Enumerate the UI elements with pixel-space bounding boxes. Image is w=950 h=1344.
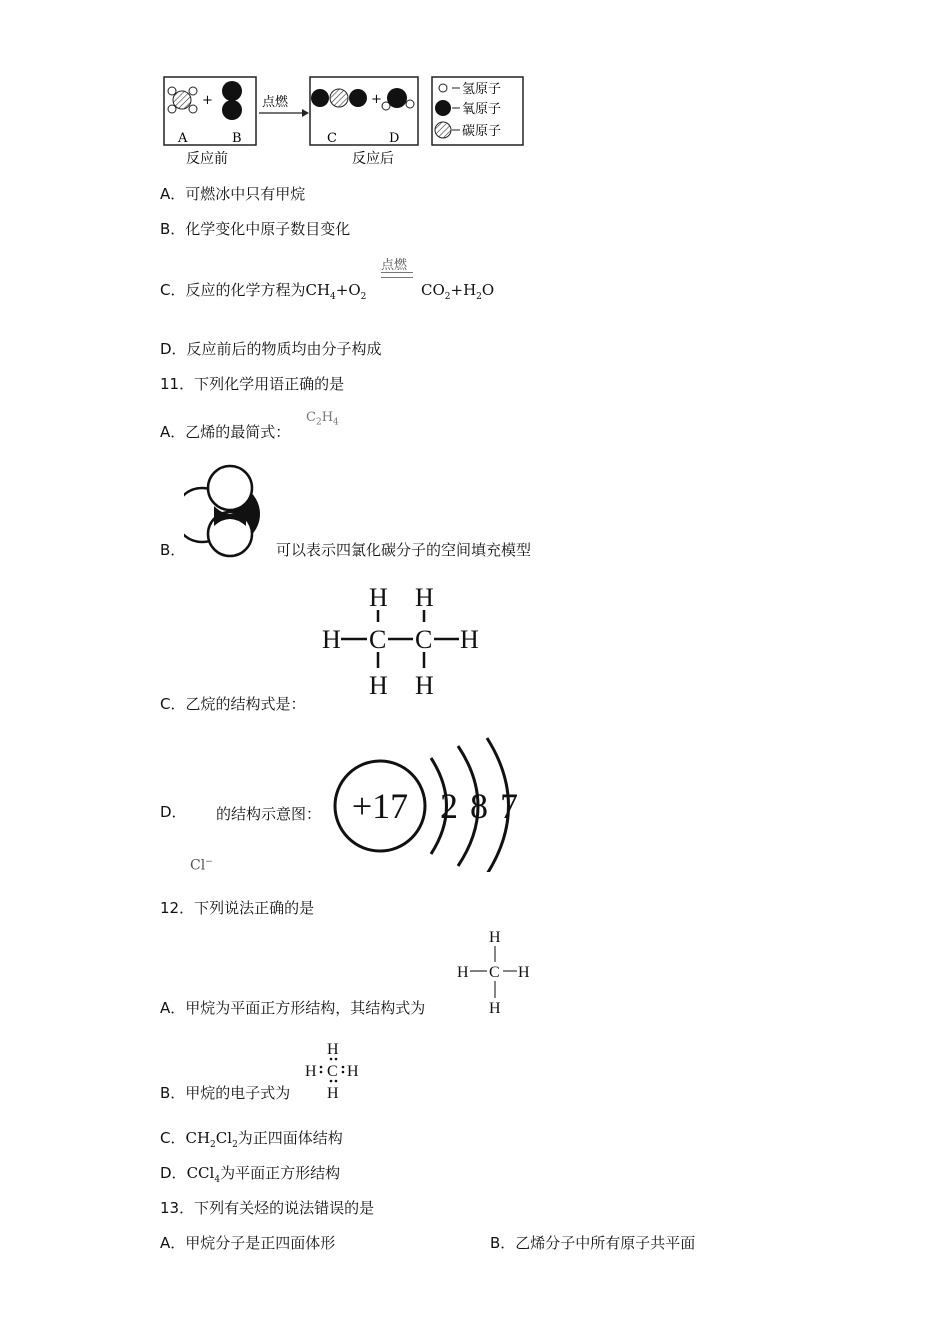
svg-text:H: H: [457, 964, 469, 981]
svg-text:H: H: [347, 1063, 359, 1080]
caption-before: 反应前: [186, 151, 228, 167]
svg-text:H: H: [518, 964, 530, 981]
q11-option-a: A．乙烯的最简式：: [160, 423, 291, 441]
q11-option-b-label: B．: [160, 541, 186, 559]
ethane-structural-formula: [320, 582, 490, 702]
q12-option-d-prefix: D．: [160, 1164, 187, 1182]
q12-option-d-text: 为平面正方形结构: [220, 1164, 341, 1182]
chloride-ion-symbol: Cl: [190, 857, 206, 874]
svg-text:H: H: [327, 1041, 339, 1058]
label-a: A: [178, 131, 188, 146]
chlorine-structure-diagram: [330, 736, 526, 872]
svg-text:H: H: [322, 625, 341, 654]
q10-option-a: A．可燃冰中只有甲烷: [160, 185, 306, 203]
plus-sign: +: [202, 93, 213, 108]
svg-text:C: C: [327, 1063, 338, 1080]
arrow-condition: 点燃: [262, 95, 289, 110]
q11-option-c: C．乙烷的结构式是：: [160, 695, 306, 713]
q13-option-b: B．乙烯分子中所有原子共平面: [490, 1234, 696, 1252]
q12-option-b: B．甲烷的电子式为: [160, 1084, 291, 1102]
svg-text:H: H: [305, 1063, 317, 1080]
q10-condition: 点燃: [381, 258, 408, 273]
chloride-ion-label: Cl−: [190, 857, 213, 874]
svg-text:H: H: [415, 583, 434, 612]
legend-carbon: 碳原子: [462, 124, 502, 139]
svg-text:C: C: [415, 625, 433, 654]
plus-sign-2: +: [371, 92, 382, 107]
reaction-diagram: [160, 70, 530, 170]
svg-text:H: H: [369, 671, 388, 700]
q11-stem: 11．下列化学用语正确的是: [160, 375, 345, 393]
q11-option-d-label: D．: [160, 803, 187, 821]
q12-option-c: C．$CH_2Cl_2$为正四面体结构: [160, 1129, 343, 1150]
q10-option-c: C．反应的化学方程为$CH_4+O_2$: [160, 281, 367, 302]
equation-equals: [381, 272, 413, 278]
svg-text:C: C: [369, 625, 387, 654]
methane-electron-formula: [302, 1040, 366, 1102]
shell-2: 8: [470, 786, 488, 826]
shell-3: 7: [500, 786, 518, 826]
q12-stem: 12．下列说法正确的是: [160, 899, 315, 917]
q12-option-c-text: 为正四面体结构: [237, 1129, 343, 1147]
oxygen-molecule: [222, 81, 242, 120]
ethene-formula: $C_2H_4$: [306, 410, 339, 428]
label-b: B: [232, 131, 242, 146]
q10-option-c-products: $CO_2+H_2O$: [421, 281, 495, 302]
svg-text:H: H: [327, 1085, 339, 1102]
q11-option-d-text: 的结构示意图：: [216, 805, 322, 823]
q12-option-d: D．CCl$_4$为平面正方形结构: [160, 1164, 341, 1185]
methane-molecule: [168, 87, 197, 113]
q12-option-c-prefix: C．: [160, 1129, 186, 1147]
q12-option-a: A．甲烷为平面正方形结构，其结构式为: [160, 999, 426, 1017]
caption-after: 反应后: [352, 151, 394, 167]
co2-molecule: [311, 89, 367, 107]
svg-text:C: C: [489, 964, 500, 981]
ccl4-space-filling-model: [184, 464, 276, 558]
q13-option-a: A．甲烷分子是正四面体形: [160, 1234, 336, 1252]
q10-option-c-text: C．反应的化学方程为: [160, 281, 306, 299]
legend-oxygen: 氧原子: [462, 102, 502, 117]
svg-text:H: H: [489, 929, 501, 946]
svg-text:H: H: [369, 583, 388, 612]
methane-structural-formula: [454, 926, 538, 1020]
svg-text:H: H: [415, 671, 434, 700]
svg-text:H: H: [489, 1000, 501, 1017]
svg-text:H: H: [460, 625, 479, 654]
q11-option-b-text: 可以表示四氯化碳分子的空间填充模型: [276, 541, 532, 559]
label-d: D: [389, 131, 400, 146]
label-c: C: [327, 131, 337, 146]
q10-option-d: D．反应前后的物质均由分子构成: [160, 340, 382, 358]
q10-option-b: B．化学变化中原子数目变化: [160, 220, 351, 238]
q13-stem: 13．下列有关烃的说法错误的是: [160, 1199, 375, 1217]
legend-hydrogen: 氢原子: [462, 82, 502, 97]
water-molecule: [382, 88, 414, 110]
nucleus-charge: +17: [351, 786, 409, 826]
shell-1: 2: [440, 786, 458, 826]
